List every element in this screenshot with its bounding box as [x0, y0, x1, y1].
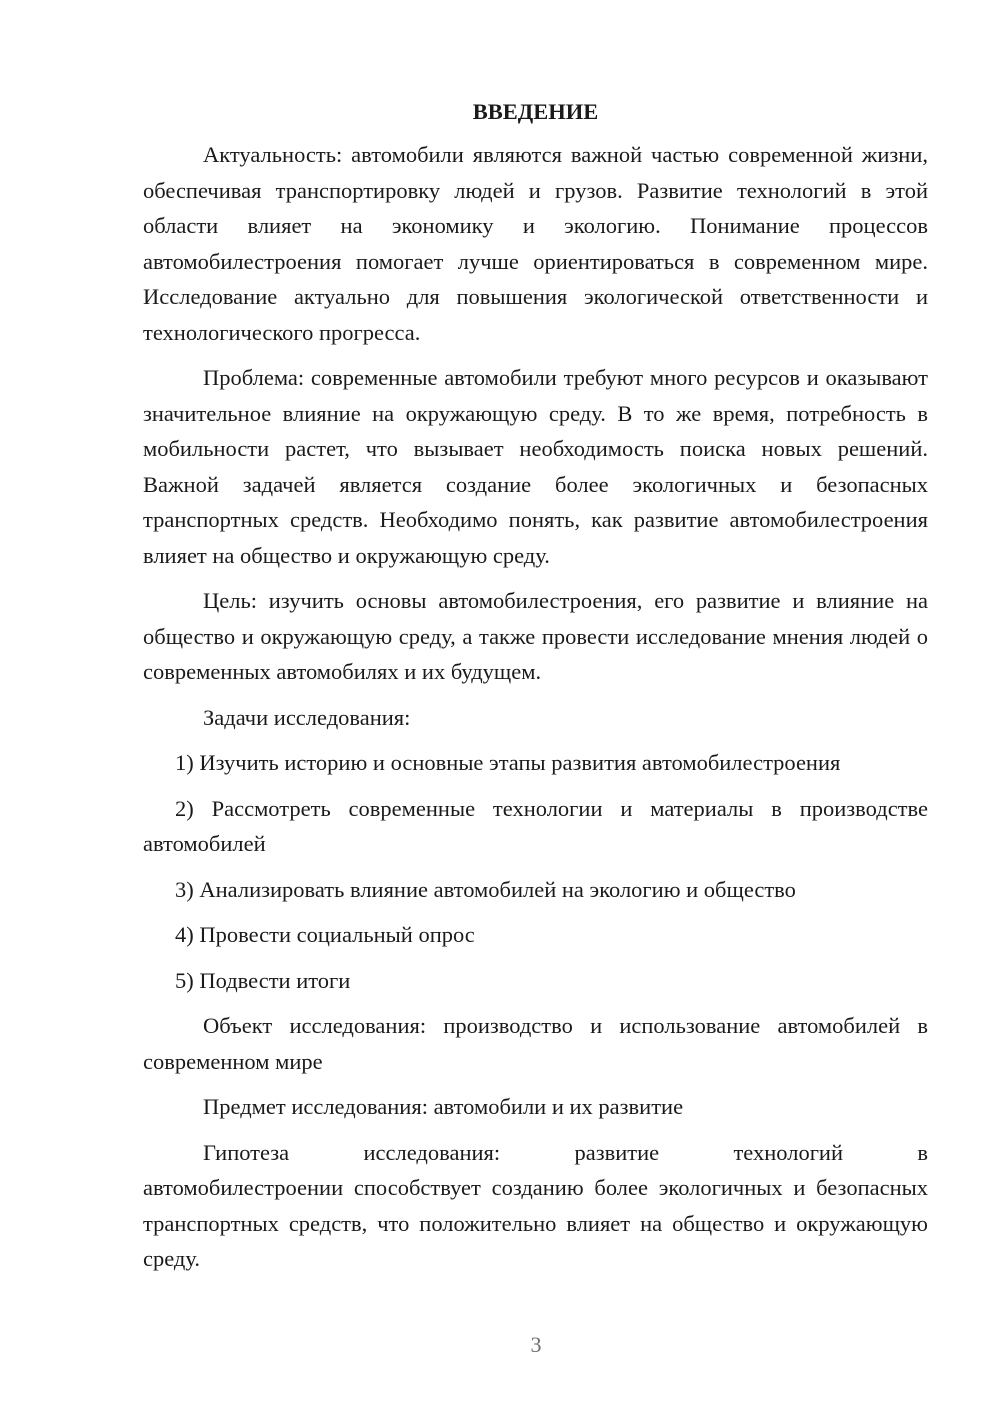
goal-paragraph: Цель: изучить основы автомобилестроения, его развитие и влияние на общество и окружающую среду, а также провести исследование мнения людей о современных автомобилях и их будущем.: [143, 588, 928, 684]
task-item-5: 5) Подвести итоги: [175, 967, 351, 993]
relevance-paragraph: Актуальность: автомобили являются важной частью современной жизни, обеспечивая транспортировку людей и грузов. Развитие технологий в этой области влияет на экономику и экологию. Понимание процессов автомобилестроения помогает лучше ориентироваться в современном мире. Исследование актуально для повышения экологической ответственности и технологического прогресса.: [143, 142, 928, 345]
tasks-heading: Задачи исследования:: [203, 704, 411, 730]
hypothesis-paragraph: [143, 1135, 928, 1277]
task-item-3: 3) Анализировать влияние автомобилей на экологию и общество: [175, 876, 796, 902]
page-number: 3: [530, 1332, 542, 1357]
problem-paragraph: Проблема: современные автомобили требуют много ресурсов и оказывают значительное влияние на окружающую среду. В то же время, потребность в мобильности растет, что вызывает необходимость поиска новых решений. Важной задачей является создание более экологичных и безопасных транспортных средств. Необходимо понять, как развитие автомобилестроения влияет на общество и окружающую среду.: [143, 365, 928, 568]
hypothesis-first-line: Гипотеза исследования: развитие технологий в: [203, 1139, 928, 1165]
hypothesis-continuation: автомобилестроении способствует созданию более экологичных и безопасных транспортных средств, что положительно влияет на общество и окружающую среду.: [143, 1175, 928, 1271]
document-body: [143, 94, 928, 1277]
task-item-4: 4) Провести социальный опрос: [175, 922, 475, 947]
object-paragraph: Объект исследования: производство и использование автомобилей в современном мире: [143, 1013, 928, 1074]
task-item-1: 1) Изучить историю и основные этапы развития автомобилестроения: [175, 750, 841, 775]
subject-paragraph: Предмет исследования: автомобили и их развитие: [203, 1094, 684, 1119]
task-item-2: 2) Рассмотреть современные технологии и материалы в производстве автомобилей: [143, 795, 928, 856]
page-title: ВВЕДЕНИЕ: [472, 99, 599, 124]
